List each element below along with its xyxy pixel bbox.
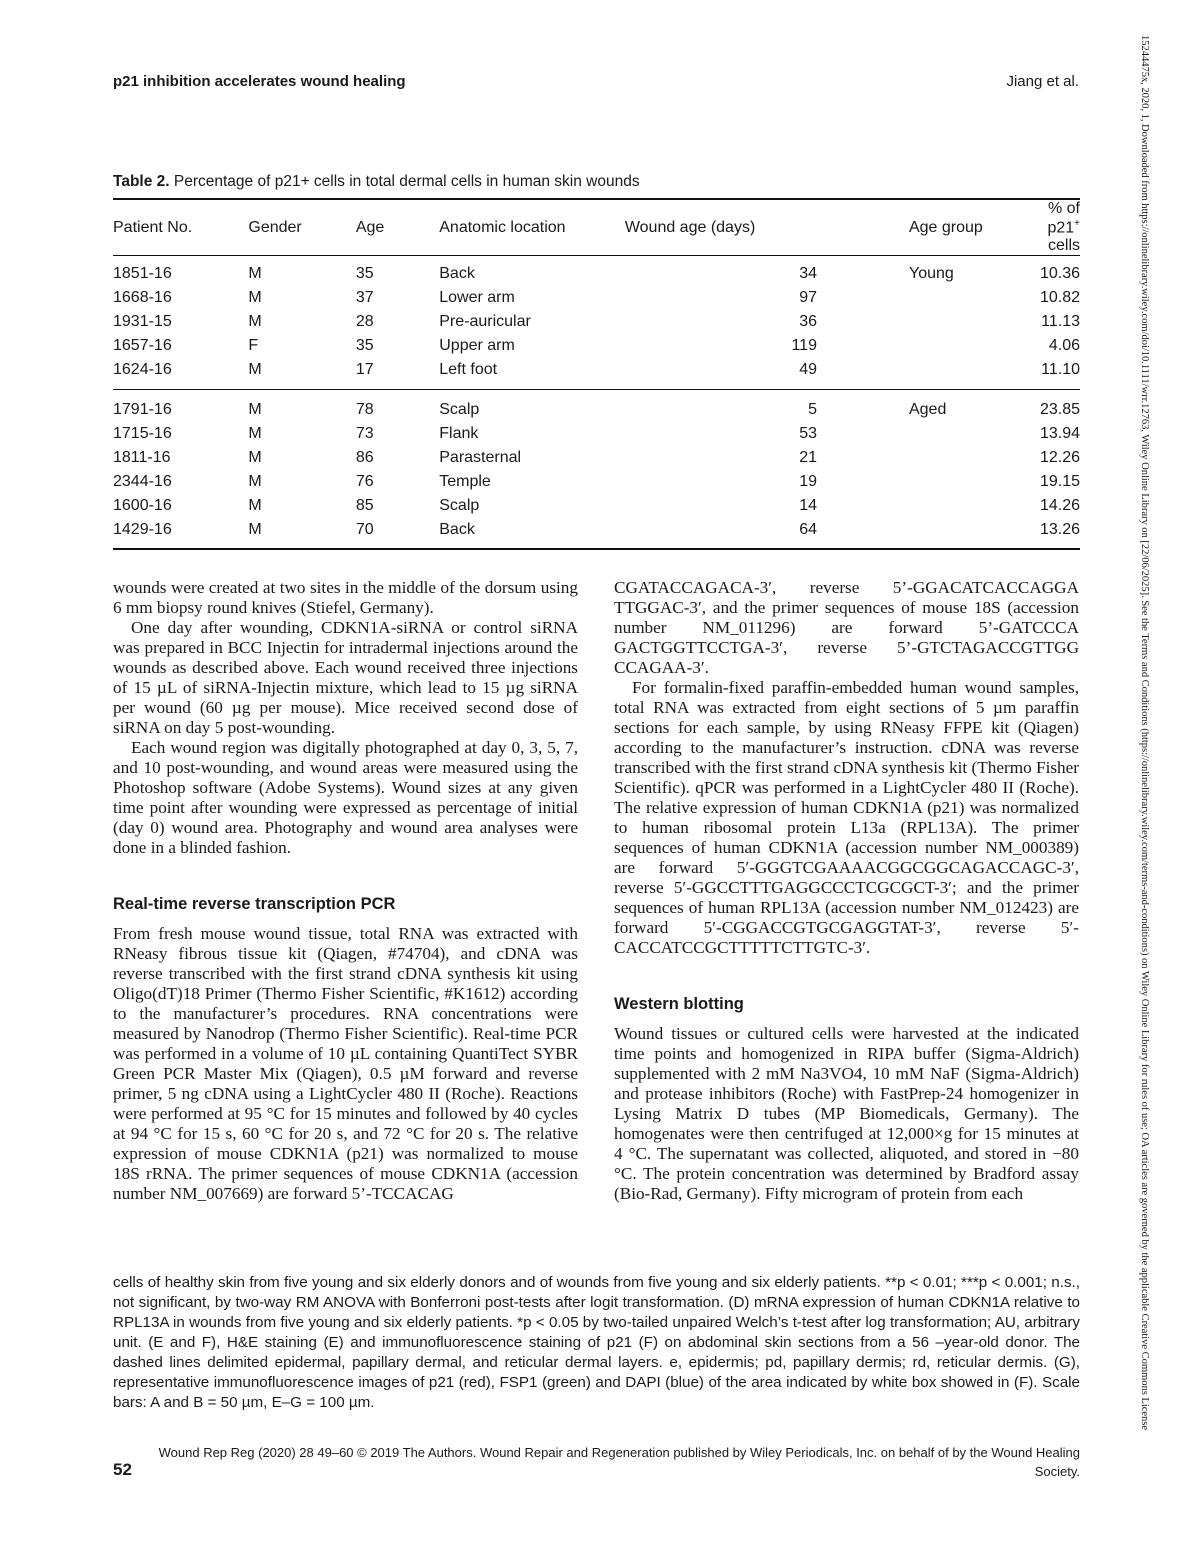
table-row: [113, 470, 1080, 494]
cell-gender: M: [248, 361, 262, 379]
table-row: [113, 310, 1080, 334]
p21-table: [113, 198, 1080, 550]
cell-wound-age: 34: [799, 265, 817, 283]
cell-patient: 1931-15: [113, 313, 172, 331]
cell-pct: 10.82: [1039, 289, 1080, 307]
table-row: [113, 518, 1080, 549]
cell-pct: 23.85: [1039, 401, 1080, 419]
cell-location: Scalp: [439, 401, 480, 419]
header-patient: Patient No.: [113, 218, 193, 236]
cell-location: Scalp: [439, 497, 480, 515]
cell-age-group: [909, 334, 1040, 358]
paragraph: From fresh mouse wound tissue, total RNA was extracted with RNeasy fibrous tissue kit (Qiagen, #74704), and cDNA was reverse transcribed with the first strand cDNA synthesis kit using Oligo(dT)18 Primer (Thermo Fisher Scientific, #K1612) according to the manufacturer’s procedures. RNA concentrations were measured by Nanodrop (Thermo Fisher Scientific). Real-time PCR was performed in a volume of 10 µL containing QuantiTect SYBR Green PCR Master Mix (Qiagen), 0.5 µM forward and reverse primer, 5 ng cDNA using a LightCycler 480 II (Roche). Reactions were performed at 95 °C for 15 minutes and followed by 40 cycles at 94 °C for 15 s, 60 °C for 20 s, and 72 °C for 20 s. The relative expression of mouse CDKN1A (p21) was normalized to mouse 18S rRNA. The primer sequences of mouse CDKN1A (accession number NM_007669) are forward 5’-TCCACAG: [113, 924, 578, 1203]
cell-age-group: [909, 446, 1040, 470]
cell-location: Parasternal: [439, 449, 522, 467]
cell-patient: 1668-16: [113, 289, 172, 307]
cell-gender: M: [248, 289, 262, 307]
section-heading: Western blotting: [614, 995, 744, 1013]
cell-pct: 11.13: [1041, 313, 1080, 331]
table-row: [113, 256, 1080, 287]
paragraph: For formalin-fixed paraffin-embedded human wound samples, total RNA was extracted from eight sections of 5 µm paraffin sections for each sample, by using RNeasy FFPE kit (Qiagen) according to the manufacturer’s instruction. cDNA was reverse transcribed with the first strand cDNA synthesis kit (Thermo Fisher Scientific). qPCR was performed in a LightCycler 480 II (Roche). The relative expression of human CDKN1A (p21) was normalized to human ribosomal protein L13a (RPL13A). The primer sequences of human CDKN1A (accession number NM_000389) are forward 5′-GGGTCGAAAACGGCGGCAGACCAGC-3′, reverse 5′-GGCCTTTGAGGCCCTCGCGCT-3′; and the primer sequences of human RPL13A (accession number NM_012423) are forward 5′-CGGACCGTGCGAGGTAT-3′, reverse 5′- CACCATCCGCTTTTTCTTGTC-3′.: [614, 678, 1079, 957]
cell-pct: 13.26: [1039, 521, 1080, 539]
cell-location: Left foot: [439, 361, 498, 379]
cell-wound-age: 49: [799, 361, 817, 379]
cell-age-group: [909, 286, 1040, 310]
table-row: [113, 422, 1080, 446]
table-caption: [113, 173, 640, 191]
aged-group: [113, 390, 1080, 550]
cell-patient: 1811-16: [113, 449, 171, 467]
cell-gender: M: [248, 401, 262, 419]
right-column: [614, 578, 1079, 1204]
header-wound-age: Wound age (days): [624, 218, 756, 236]
cell-age-group: [909, 518, 1040, 549]
cell-location: Temple: [439, 473, 491, 491]
cell-gender: M: [248, 425, 262, 443]
cell-age: 86: [355, 449, 374, 467]
cell-age: 85: [355, 497, 374, 515]
cell-wound-age: 53: [799, 425, 817, 443]
cell-pct: 14.26: [1039, 497, 1080, 515]
cell-wound-age: 21: [799, 449, 817, 467]
cell-location: Back: [439, 521, 475, 539]
cell-gender: M: [248, 497, 262, 515]
cell-wound-age: 119: [791, 337, 817, 355]
cell-pct: 12.26: [1039, 449, 1080, 467]
table-row: [113, 286, 1080, 310]
cell-location: Pre-auricular: [439, 313, 531, 331]
cell-wound-age: 5: [808, 401, 817, 419]
table-row: [113, 334, 1080, 358]
header-pct: % of p21+ cells: [1047, 200, 1080, 255]
cell-wound-age: 97: [799, 289, 817, 307]
footer-citation: Wound Rep Reg (2020) 28 49–60 © 2019 The Authors. Wound Repair and Regeneration published by Wiley Periodicals, Inc. on behalf of by the Wound Healing Society.: [158, 1445, 1080, 1479]
header-age-group: Age group: [908, 218, 983, 236]
cell-patient: 1624-16: [113, 361, 172, 379]
table-header-row: [113, 199, 1080, 256]
table-row: [113, 494, 1080, 518]
cell-location: Lower arm: [439, 289, 515, 307]
cell-pct: 11.10: [1041, 361, 1080, 379]
cell-gender: M: [248, 473, 262, 491]
cell-age: 28: [355, 313, 374, 331]
cell-age-group: [909, 494, 1040, 518]
running-author: Jiang et al.: [1006, 73, 1079, 90]
cell-location: Upper arm: [439, 337, 515, 355]
paragraph: Wound tissues or cultured cells were harvested at the indicated time points and homogenized in RIPA buffer (Sigma-Aldrich) supplemented with 2 mM Na3VO4, 10 mM NaF (Sigma-Aldrich) and protease inhibitors (Roche) with FastPrep-24 homogenizer in Lysing Matrix D tubes (MP Biomedicals, Germany). The homogenates were then centrifuged at 12,000×g for 15 minutes at 4 °C. The supernatant was collected, aliquoted, and stored in −80 °C. The protein concentration was determined by Bradford assay (Bio-Rad, Germany). Fifty microgram of protein from each: [614, 1024, 1079, 1203]
table-row: [113, 446, 1080, 470]
cell-age-group: Aged: [908, 401, 947, 419]
header-location: Anatomic location: [439, 218, 566, 236]
cell-pct: 19.15: [1039, 473, 1080, 491]
cell-wound-age: 64: [799, 521, 817, 539]
header-gender: Gender: [248, 218, 302, 236]
cell-age-group: Young: [908, 265, 954, 283]
cell-age: 78: [355, 401, 374, 419]
cell-wound-age: 14: [799, 497, 817, 515]
paragraph: CGATACCAGACA-3′, reverse 5’-GGACATCACCAGGA TTGGAC-3′, and the primer sequences of mouse 18S (accession number NM_011296) are forward 5’-GATCCCA GACTGGTTCCTGA-3′, reverse 5’-GTCTAGACCGTTGG CCAGAA-3′.: [614, 578, 1079, 677]
cell-patient: 1657-16: [113, 337, 172, 355]
table-caption-label: Table 2.: [113, 173, 170, 190]
cell-patient: 1791-16: [113, 401, 172, 419]
cell-patient: 1851-16: [113, 265, 172, 283]
cell-location: Flank: [439, 425, 479, 443]
paragraph: Each wound region was digitally photographed at day 0, 3, 5, 7, and 10 post-wounding, and wound areas were measured using the Photoshop software (Adobe Systems). Wound sizes at any given time point after wounding were expressed as percentage of initial (day 0) wound area. Photography and wound area analyses were done in a blinded fashion.: [113, 738, 578, 857]
cell-gender: M: [248, 449, 262, 467]
cell-wound-age: 19: [799, 473, 817, 491]
paragraph: One day after wounding, CDKN1A-siRNA or control siRNA was prepared in BCC Injectin for intradermal injections around the wounds as described above. Each wound received three injections of 15 µL of siRNA-Injectin mixture, which lead to 15 µg siRNA per wound (60 µg per mouse). Mice received second dose of siRNA on day 5 post-wounding.: [113, 618, 578, 737]
cell-gender: M: [248, 313, 262, 331]
cell-age: 35: [355, 265, 374, 283]
cell-age: 70: [355, 521, 374, 539]
cell-gender: M: [248, 265, 262, 283]
left-column: [113, 578, 578, 1204]
cell-age-group: [909, 422, 1040, 446]
table-caption-text: Percentage of p21+ cells in total dermal cells in human skin wounds: [173, 173, 640, 190]
page-number: 52: [113, 1460, 132, 1479]
download-side-note: 15244475x, 2020, 1, Downloaded from https://onlinelibrary.wiley.com/doi/10.1111/wrr.12763, Wiley Online Library on [22/06/2025]. See the Terms and Conditions (https://onlinelibrary.wiley.com/terms-and-conditions) on Wiley Online Library for rules of use; OA articles are governed by the applicable Creative Commons License: [1139, 35, 1150, 1430]
cell-pct: 10.36: [1039, 265, 1080, 283]
cell-age: 73: [355, 425, 374, 443]
cell-patient: 1715-16: [113, 425, 172, 443]
young-group: [113, 256, 1080, 390]
cell-age: 76: [355, 473, 374, 491]
cell-gender: M: [248, 521, 262, 539]
cell-patient: 2344-16: [113, 473, 172, 491]
cell-age-group: [909, 470, 1040, 494]
cell-wound-age: 36: [799, 313, 817, 331]
cell-location: Back: [439, 265, 475, 283]
running-title: p21 inhibition accelerates wound healing: [113, 73, 406, 90]
cell-age: 37: [355, 289, 374, 307]
cell-patient: 1429-16: [113, 521, 172, 539]
cell-age-group: [909, 358, 1040, 390]
cell-pct: 4.06: [1048, 337, 1080, 355]
cell-age: 35: [355, 337, 374, 355]
cell-gender: F: [248, 337, 259, 355]
figure-caption: cells of healthy skin from five young and six elderly donors and of wounds from five young and six elderly patients. **p < 0.01; ***p < 0.001; n.s., not significant, by two-way RM ANOVA with Bonferroni post-tests after logit transformation. (D) mRNA expression of human CDKN1A relative to RPL13A in wounds from five young and six elderly patients. *p < 0.05 by two-tailed unpaired Welch’s t-test after log transformation; AU, arbitrary unit. (E and F), H&E staining (E) and immunofluorescence staining of p21 (F) on abdominal skin sections from a 56 –year-old donor. The dashed lines delimited epidermal, papillary dermal, and reticular dermal layers. e, epidermis; pd, papillary dermis; rd, reticular dermis. (G), representative immunofluorescence images of p21 (red), FSP1 (green) and DAPI (blue) of the area indicated by white box showed in (F). Scale bars: A and B = 50 µm, E–G = 100 µm.: [113, 1274, 1080, 1411]
section-heading: Real-time reverse transcription PCR: [113, 895, 396, 913]
cell-age-group: [909, 310, 1040, 334]
cell-patient: 1600-16: [113, 497, 172, 515]
table-row: [113, 390, 1080, 423]
table-row: [113, 358, 1080, 390]
cell-pct: 13.94: [1039, 425, 1080, 443]
cell-age: 17: [355, 361, 374, 379]
paragraph: wounds were created at two sites in the middle of the dorsum using 6 mm biopsy round knives (Stiefel, Germany).: [113, 578, 578, 617]
header-age: Age: [355, 218, 385, 236]
